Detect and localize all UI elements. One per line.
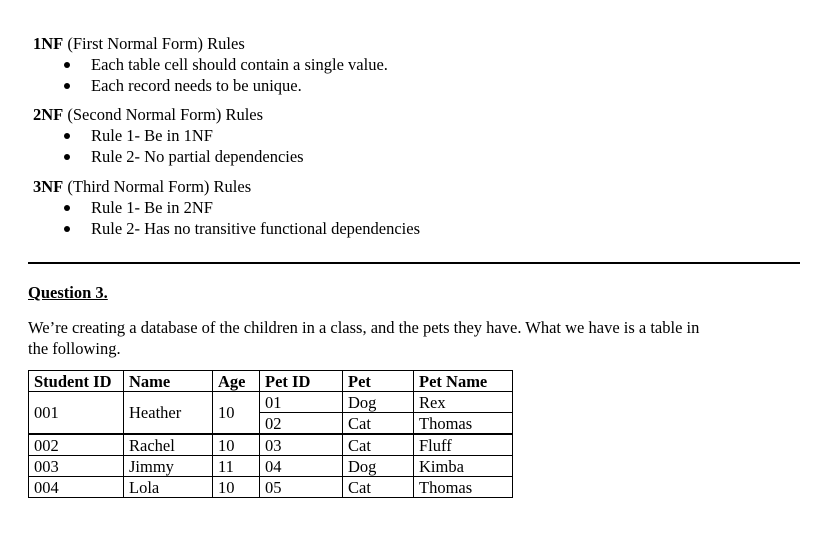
rules-2nf-abbr: 2NF [33, 105, 64, 124]
children-pets-table [28, 370, 513, 498]
header-pet-name: Pet Name [414, 371, 513, 392]
header-name: Name [124, 371, 213, 392]
cell-pet-name: Thomas [414, 413, 513, 435]
cell-pet-name: Fluff [414, 434, 513, 456]
cell-pet: Dog [343, 456, 414, 477]
rules-1nf-title: (First Normal Form) Rules [63, 34, 245, 53]
header-age: Age [213, 371, 260, 392]
cell-pet: Cat [343, 413, 414, 435]
question-text-line-2: the following. [28, 339, 121, 358]
rules-2nf-title: (Second Normal Form) Rules [63, 105, 264, 124]
cell-pet: Cat [343, 477, 414, 498]
rules-3nf-item-1: Rule 1- Be in 2NF [91, 198, 213, 217]
cell-age: 10 [213, 392, 260, 435]
cell-name: Heather [124, 392, 213, 435]
rules-3nf-abbr: 3NF [33, 177, 64, 196]
bullet-icon [64, 83, 70, 89]
cell-name: Rachel [124, 434, 213, 456]
cell-age: 10 [213, 477, 260, 498]
cell-student-id: 002 [29, 434, 124, 456]
rules-2nf-item-1: Rule 1- Be in 1NF [91, 126, 213, 145]
cell-pet-id: 03 [260, 434, 343, 456]
cell-name: Lola [124, 477, 213, 498]
bullet-icon [64, 133, 70, 139]
table-row [29, 434, 513, 456]
question-text-line-1: We’re creating a database of the children in a class, and the pets they have. What we have is a table in [28, 318, 700, 337]
section-divider [28, 262, 800, 264]
table-row [29, 456, 513, 477]
header-pet: Pet [343, 371, 414, 392]
cell-pet: Cat [343, 434, 414, 456]
table-row [29, 477, 513, 498]
rules-1nf-abbr: 1NF [33, 34, 64, 53]
cell-age: 11 [213, 456, 260, 477]
header-pet-id: Pet ID [260, 371, 343, 392]
cell-pet-name: Rex [414, 392, 513, 413]
cell-student-id: 003 [29, 456, 124, 477]
cell-name: Jimmy [124, 456, 213, 477]
rules-1nf-item-2: Each record needs to be unique. [91, 76, 302, 95]
rules-1nf-item-1: Each table cell should contain a single value. [91, 55, 388, 74]
cell-pet-id: 02 [260, 413, 343, 435]
cell-age: 10 [213, 434, 260, 456]
bullet-icon [64, 62, 70, 68]
rules-2nf-item-2: Rule 2- No partial dependencies [91, 147, 304, 166]
bullet-icon [64, 205, 70, 211]
cell-student-id: 001 [29, 392, 124, 435]
cell-pet-name: Thomas [414, 477, 513, 498]
rules-2nf-heading [33, 105, 263, 125]
cell-pet-id: 05 [260, 477, 343, 498]
rules-1nf-heading [33, 34, 245, 54]
cell-pet: Dog [343, 392, 414, 413]
bullet-icon [64, 154, 70, 160]
bullet-icon [64, 226, 70, 232]
question-title: Question 3. [28, 283, 108, 302]
cell-pet-id: 04 [260, 456, 343, 477]
rules-3nf-item-2: Rule 2- Has no transitive functional dependencies [91, 219, 420, 238]
table-header-row [29, 371, 513, 392]
cell-pet-id: 01 [260, 392, 343, 413]
rules-3nf-title: (Third Normal Form) Rules [63, 177, 252, 196]
cell-pet-name: Kimba [414, 456, 513, 477]
table-row [29, 392, 513, 413]
rules-3nf-heading [33, 177, 251, 197]
header-student-id: Student ID [29, 371, 124, 392]
cell-student-id: 004 [29, 477, 124, 498]
